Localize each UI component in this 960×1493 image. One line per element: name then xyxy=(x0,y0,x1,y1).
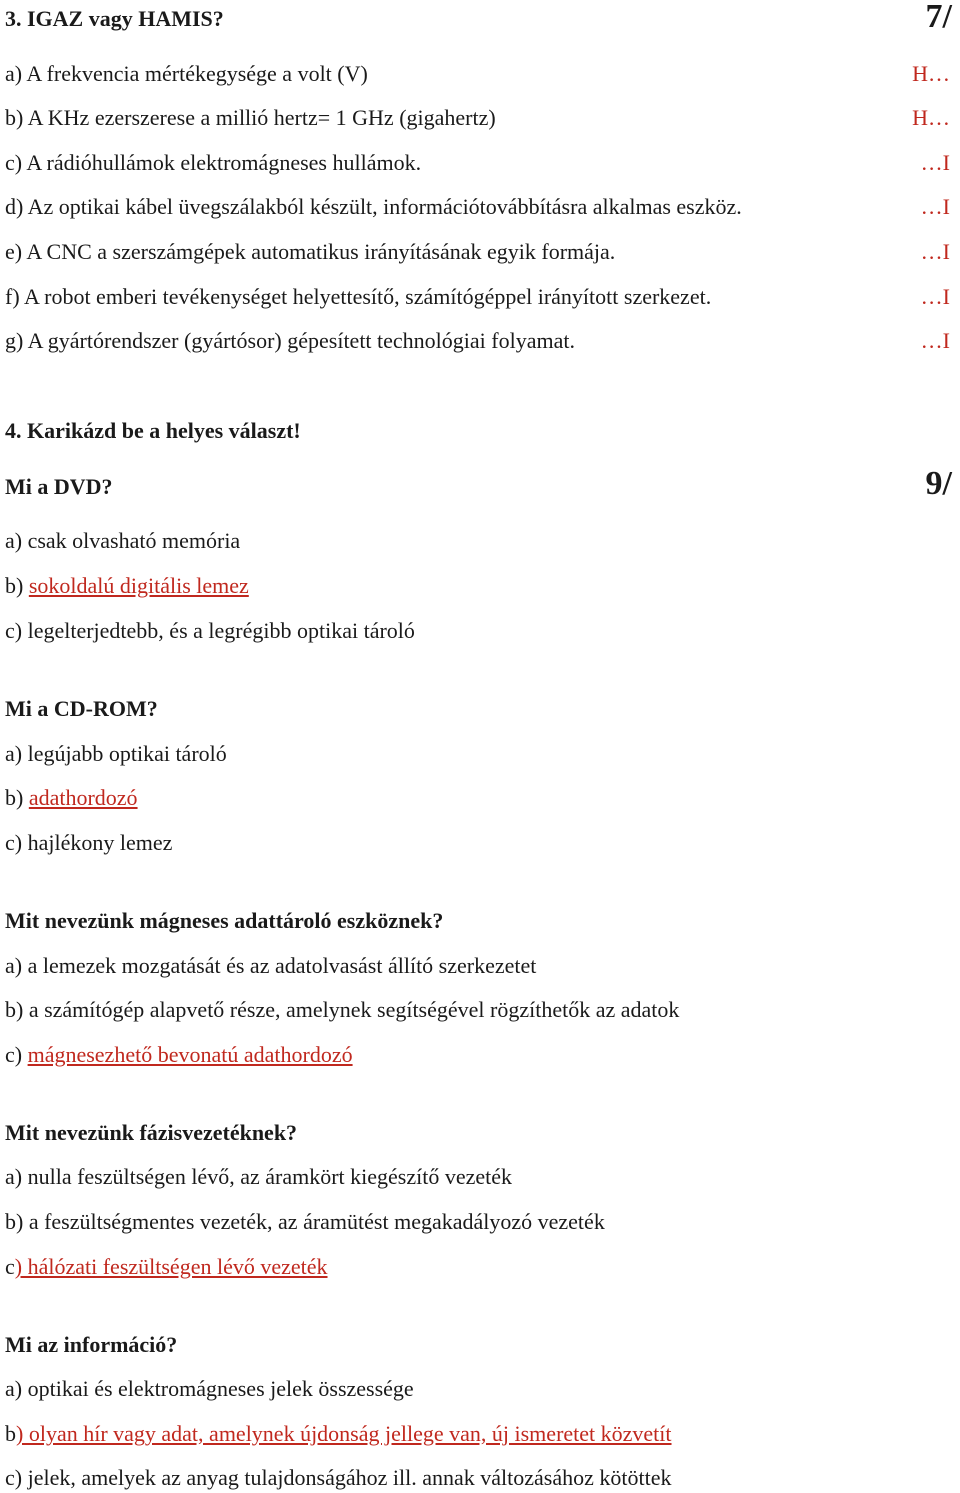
q1-option-c[interactable]: c) legelterjedtebb, és a legrégibb optikai tároló xyxy=(5,618,415,643)
q2-option-b[interactable]: b) adathordozó xyxy=(5,785,138,810)
q2-option-c[interactable]: c) hajlékony lemez xyxy=(5,830,173,855)
correct-answer: sokoldalú digitális lemez xyxy=(28,573,249,598)
tf-answer-d: …I xyxy=(920,194,950,219)
tf-item-a: a) A frekvencia mértékegysége a volt (V) xyxy=(5,61,368,86)
question-2: Mi a CD-ROM? xyxy=(5,696,158,721)
tf-answer-f: …I xyxy=(920,284,950,309)
tf-item-b: b) A KHz ezerszerese a millió hertz= 1 GHz (gigahertz) xyxy=(5,105,496,130)
question-4: Mit nevezünk fázisvezetéknek? xyxy=(5,1120,298,1145)
q2-option-a[interactable]: a) legújabb optikai tároló xyxy=(5,741,227,766)
q3-option-b[interactable]: b) a számítógép alapvető része, amelynek segítségével rögzíthetők az adatok xyxy=(5,997,680,1022)
correct-answer: ) olyan hír vagy adat, amelynek újdonság jellege van, új ismeretet közvetít xyxy=(16,1421,672,1446)
question-3: Mit nevezünk mágneses adattároló eszköznek? xyxy=(5,908,444,933)
section4-score: 9/ xyxy=(925,465,952,502)
q3-option-c[interactable]: c) mágnesezhető bevonatú adathordozó xyxy=(5,1042,353,1067)
tf-item-c: c) A rádióhullámok elektromágneses hullámok. xyxy=(5,150,422,175)
q4-option-a[interactable]: a) nulla feszültségen lévő, az áramkört kiegészítő vezeték xyxy=(5,1164,512,1189)
q5-option-c[interactable]: c) jelek, amelyek az anyag tulajdonságához ill. annak változásához kötöttek xyxy=(5,1465,672,1490)
q3-option-a[interactable]: a) a lemezek mozgatását és az adatolvasást állító szerkezetet xyxy=(5,953,537,978)
tf-item-d: d) Az optikai kábel üvegszálakból készült, információtovábbításra alkalmas eszköz. xyxy=(5,194,742,219)
q1-option-a[interactable]: a) csak olvasható memória xyxy=(5,528,241,553)
q1-option-b[interactable]: b) sokoldalú digitális lemez xyxy=(5,573,249,598)
tf-answer-b: H… xyxy=(912,105,950,130)
section4-title: 4. Karikázd be a helyes választ! xyxy=(5,418,301,443)
tf-item-g: g) A gyártórendszer (gyártósor) gépesített technológiai folyamat. xyxy=(5,328,575,353)
question-1: Mi a DVD? xyxy=(5,474,113,499)
tf-item-f: f) A robot emberi tevékenységet helyettesítő, számítógéppel irányított szerkezet. xyxy=(5,284,712,309)
section3-score: 7/ xyxy=(925,0,952,35)
q5-option-b[interactable]: b) olyan hír vagy adat, amelynek újdonság jellege van, új ismeretet közvetít xyxy=(5,1421,672,1446)
section3-title: 3. IGAZ vagy HAMIS? xyxy=(5,6,224,31)
tf-answer-g: …I xyxy=(920,328,950,353)
tf-answer-e: …I xyxy=(920,239,950,264)
correct-answer: mágnesezhető bevonatú adathordozó xyxy=(27,1042,353,1067)
q5-option-a[interactable]: a) optikai és elektromágneses jelek összessége xyxy=(5,1376,414,1401)
question-5: Mi az információ? xyxy=(5,1332,178,1357)
tf-item-e: e) A CNC a szerszámgépek automatikus irányításának egyik formája. xyxy=(5,239,616,264)
tf-answer-a: H… xyxy=(912,61,950,86)
q4-option-c[interactable]: c) hálózati feszültségen lévő vezeték xyxy=(5,1254,328,1279)
q4-option-b[interactable]: b) a feszültségmentes vezeték, az áramütést megakadályozó vezeték xyxy=(5,1209,605,1234)
correct-answer: adathordozó xyxy=(28,785,138,810)
correct-answer: ) hálózati feszültségen lévő vezeték xyxy=(14,1254,328,1279)
tf-answer-c: …I xyxy=(920,150,950,175)
